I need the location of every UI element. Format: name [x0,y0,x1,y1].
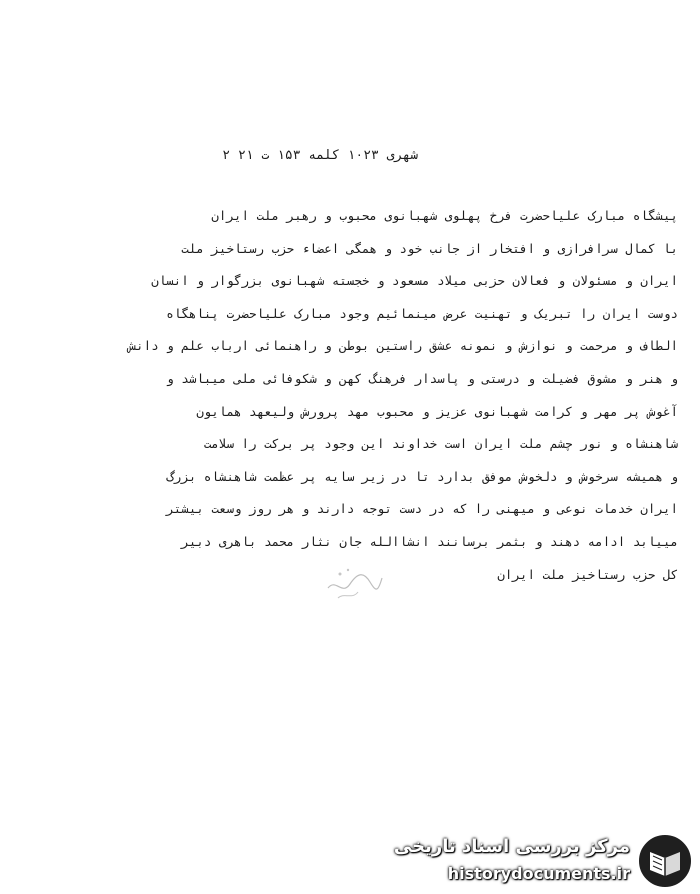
watermark-title: مرکز بررسی اسناد تاریخی [393,836,630,857]
watermark-banner [393,826,700,894]
letter-body [38,206,678,597]
scribble-mark [318,548,388,608]
letter-line: کل حزب رستاخیز ملت ایران [497,566,678,582]
open-book-logo-icon [636,832,694,890]
letter-line: ایران و مسئولان و فعالان حزبی میلاد مسعود و خجسته شهبانوی بزرگوار و انسان [151,273,678,289]
letter-line: دوست ایران را تبریک و تهنیت عرض مینمائیم وجود مبارک علیاحضرت پناهگاه [166,305,678,321]
letter-line: با کمال سرافرازی و افتخار از جانب خود و همگی اعضاء حزب رستاخیز ملت [181,240,678,256]
letter-line: شاهنشاه و نور چشم ملت ایران است خداوند این وجود پر برکت را سلامت [203,436,678,452]
letter-line: و همیشه سرخوش و دلخوش موفق بدارد تا در زیر سایه پر عظمت شاهنشاه بزرگ [166,468,678,484]
watermark-url: historydocuments.ir [447,864,630,883]
letter-line: مییابد ادامه دهند و بثمر برسانند انشاالله جان نثار محمد باهری دبیر [181,533,678,549]
letter-line: آغوش پر مهر و کرامت شهبانوی عزیز و محبوب مهد پرورش ولیعهد همایون [196,403,678,419]
telegram-header: شهری ۱۰۲۳ کلمه ۱۵۳ ت ۲۱ ۲ [222,148,418,163]
letter-line: پیشگاه مبارک علیاحضرت فرخ پهلوی شهبانوی محبوب و رهبر ملت ایران [211,208,678,223]
letter-line: و هنر و مشوق فضیلت و درستی و پاسدار فرهنگ کهن و شکوفائی ملی میباشد و [166,370,678,386]
letter-line: ایران خدمات نوعی و میهنی را که در دست توجه دارند و هر روز وسعت بیشتر [166,501,678,517]
letter-line: الطاف و مرحمت و نوازش و نمونه عشق راستین بوطن و راهنمائی ارباب علم و دانش [128,338,678,354]
